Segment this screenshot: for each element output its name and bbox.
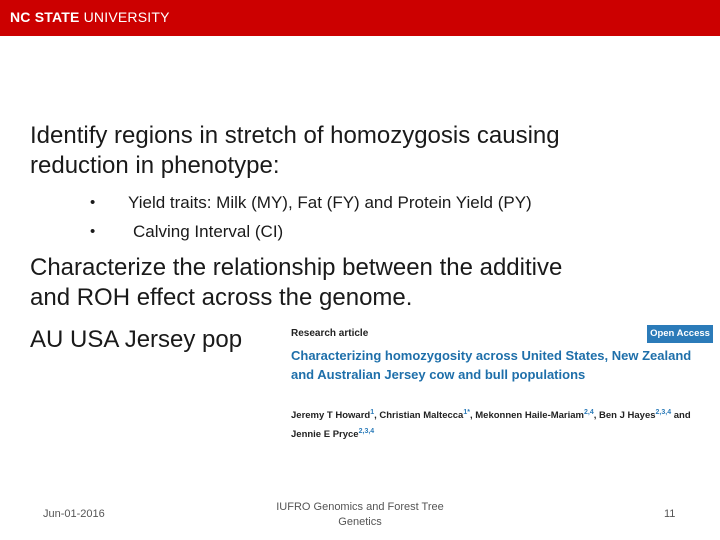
bullet-icon: • bbox=[90, 223, 96, 240]
footer-conference: IUFRO Genomics and Forest Tree Genetics bbox=[276, 501, 444, 528]
author-affiliation: 1 bbox=[370, 409, 375, 416]
paper-authors bbox=[291, 405, 711, 443]
page-number: 11 bbox=[664, 508, 676, 520]
population-line: AU USA Jersey pop bbox=[30, 326, 243, 353]
author-separator: , bbox=[374, 410, 380, 422]
article-type-label: Research article bbox=[291, 328, 369, 339]
header-banner bbox=[0, 0, 720, 36]
objective-1-line-a: Identify regions in stretch of homozygosis causing bbox=[30, 122, 560, 149]
author-name: Mekonnen Haile-Mariam bbox=[475, 410, 584, 422]
bullet-icon: • bbox=[90, 194, 96, 211]
author-affiliation: 1* bbox=[463, 409, 470, 416]
logo-rest: UNIVERSITY bbox=[79, 9, 170, 25]
open-access-badge: Open Access bbox=[647, 325, 713, 343]
author-separator: , bbox=[593, 410, 600, 422]
objective-1-line-b: reduction in phenotype: bbox=[30, 152, 280, 179]
logo-bold: NC STATE bbox=[10, 9, 80, 25]
objective-2-line-b: and ROH effect across the genome. bbox=[30, 284, 413, 311]
author-name: Jeremy T Howard bbox=[291, 410, 371, 422]
bullet-text: Calving Interval (CI) bbox=[133, 222, 284, 241]
paper-title: Characterizing homozygosity across United States, New Zealand and Australian Jersey cow and bull populations bbox=[291, 348, 692, 382]
bullet-text: Yield traits: Milk (MY), Fat (FY) and Protein Yield (PY) bbox=[128, 193, 532, 212]
objective-2-line-a: Characterize the relationship between the additive bbox=[30, 254, 563, 281]
footer-date: Jun-01-2016 bbox=[43, 508, 105, 520]
paper-citation-image bbox=[287, 323, 713, 441]
author-separator: and bbox=[671, 410, 691, 422]
author-affiliation: 2,3,4 bbox=[655, 409, 672, 416]
author-affiliation: 2,4 bbox=[584, 409, 594, 416]
author-name: Christian Maltecca bbox=[379, 410, 464, 422]
author-name: Jennie E Pryce bbox=[291, 429, 359, 441]
author-affiliation: 2,3,4 bbox=[358, 428, 375, 436]
author-separator: , bbox=[469, 410, 476, 422]
author-name: Ben J Hayes bbox=[599, 410, 656, 422]
university-logo bbox=[10, 9, 170, 25]
